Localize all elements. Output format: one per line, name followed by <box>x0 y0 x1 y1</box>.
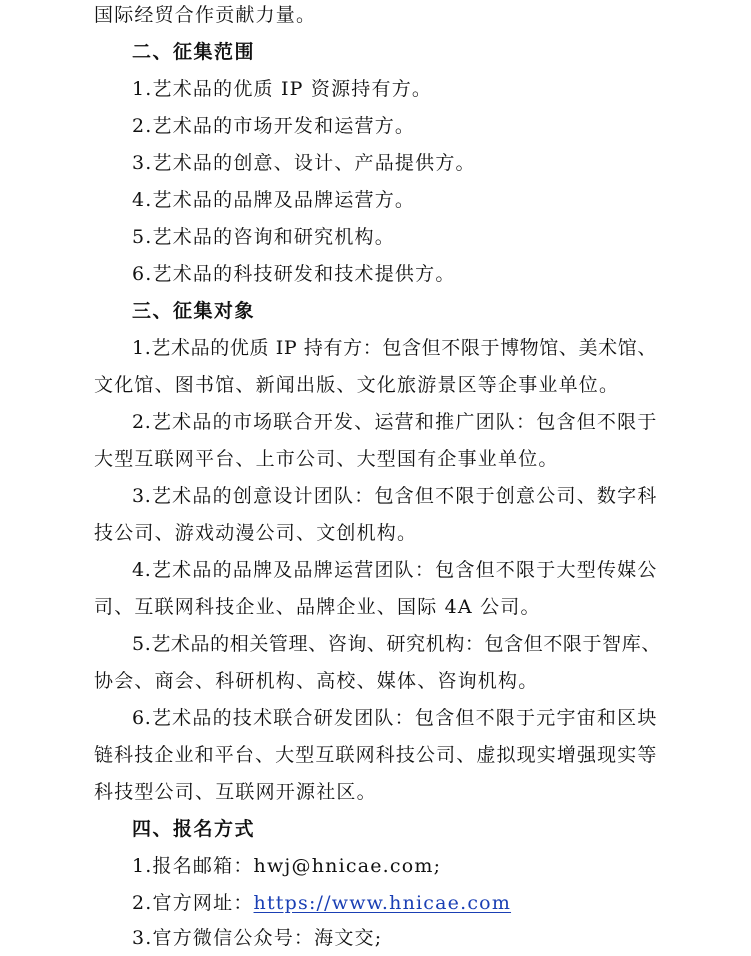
scope-item-6: 6.艺术品的科技研发和技术提供方。 <box>132 263 456 285</box>
target-item-5-line-2: 协会、商会、科研机构、高校、媒体、咨询机构。 <box>94 670 539 692</box>
scope-item-5: 5.艺术品的咨询和研究机构。 <box>132 226 395 248</box>
heading-targets: 三、征集对象 <box>132 300 256 322</box>
target-item-6-line-1: 6.艺术品的技术联合研发团队：包含但不限于元宇宙和区块 <box>132 707 657 729</box>
target-item-2-line-2: 大型互联网平台、上市公司、大型国有企事业单位。 <box>94 448 559 470</box>
target-item-3-line-1: 3.艺术品的创意设计团队：包含但不限于创意公司、数字科 <box>132 485 657 507</box>
registration-email-line <box>0 848 751 884</box>
registration-wechat-line: 3.官方微信公众号：海文交; <box>132 927 383 949</box>
official-website-link[interactable]: https://www.hnicae.com <box>253 892 512 914</box>
scope-item-4: 4.艺术品的品牌及品牌运营方。 <box>132 189 416 211</box>
heading-registration: 四、报名方式 <box>132 818 256 840</box>
scope-item-1: 1.艺术品的优质 IP 资源持有方。 <box>132 78 433 100</box>
intro-tail: 国际经贸合作贡献力量。 <box>94 4 317 26</box>
target-item-6-line-3: 科技型公司、互联网开源社区。 <box>94 781 377 803</box>
target-item-3-line-2: 技公司、游戏动漫公司、文创机构。 <box>94 522 418 544</box>
heading-scope: 二、征集范围 <box>132 41 256 63</box>
scope-item-2: 2.艺术品的市场开发和运营方。 <box>132 115 416 137</box>
target-item-2-line-1: 2.艺术品的市场联合开发、运营和推广团队：包含但不限于 <box>132 411 657 433</box>
target-item-1-line-1: 1.艺术品的优质 IP 持有方：包含但不限于博物馆、美术馆、 <box>132 337 657 359</box>
scope-item-3: 3.艺术品的创意、设计、产品提供方。 <box>132 152 476 174</box>
registration-site-line <box>0 885 751 921</box>
site-label: 2.官方网址： <box>132 892 254 914</box>
email-label: 1.报名邮箱： <box>132 855 254 877</box>
target-item-1-line-2: 文化馆、图书馆、新闻出版、文化旅游景区等企事业单位。 <box>94 374 620 396</box>
target-item-4-line-2: 司、互联网科技企业、品牌企业、国际 4A 公司。 <box>94 596 541 618</box>
target-item-6-line-2: 链科技企业和平台、大型互联网科技公司、虚拟现实增强现实等 <box>94 744 657 766</box>
target-item-4-line-1: 4.艺术品的品牌及品牌运营团队：包含但不限于大型传媒公 <box>132 559 657 581</box>
target-item-5-line-1: 5.艺术品的相关管理、咨询、研究机构：包含但不限于智库、 <box>132 633 661 655</box>
email-address[interactable]: hwj@hnicae.com; <box>253 855 442 877</box>
